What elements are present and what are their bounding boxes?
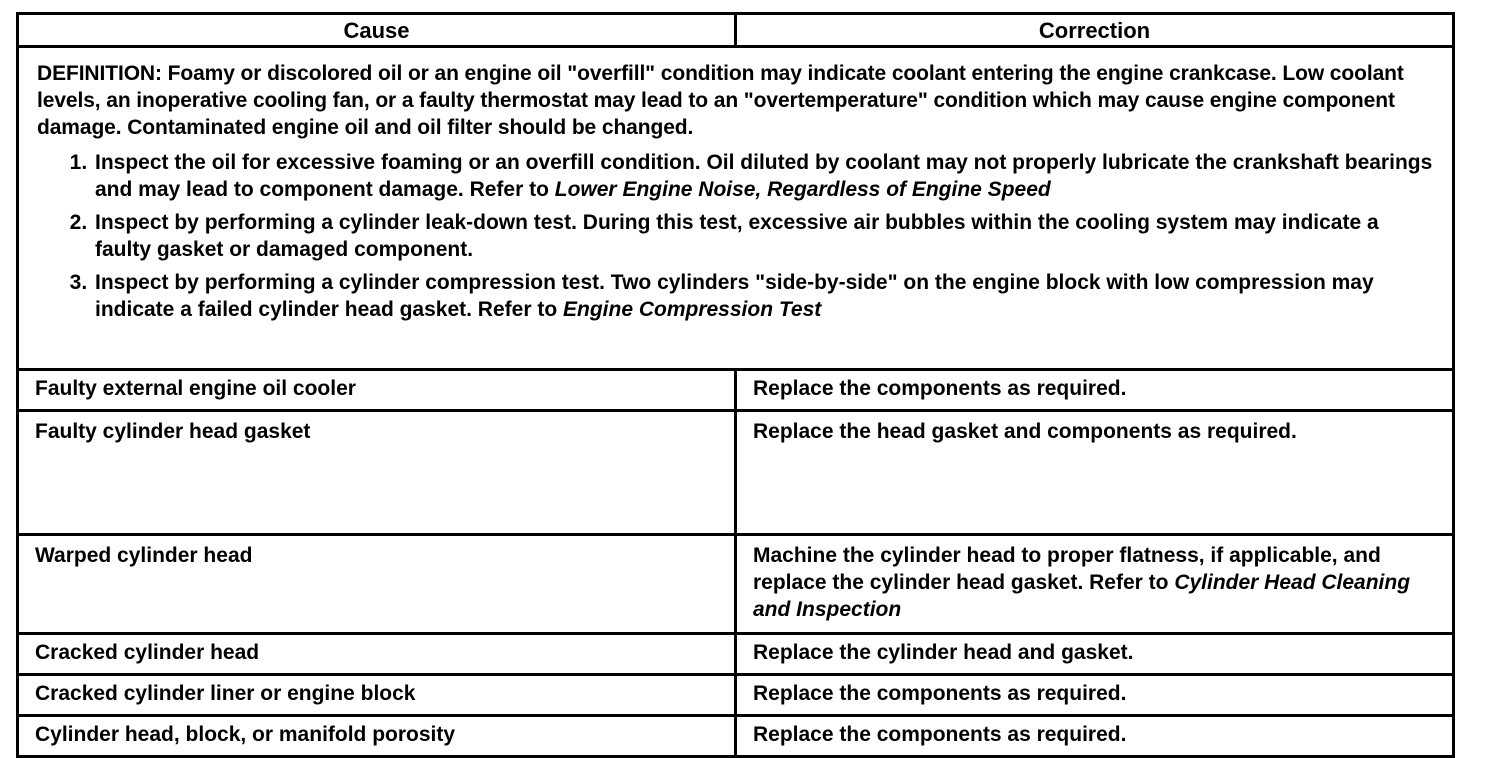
correction-cell: Replace the head gasket and components as required.: [736, 411, 1454, 535]
definition-label: DEFINITION:: [37, 62, 162, 85]
table-row: [18, 634, 1454, 675]
correction-cell: [736, 535, 1454, 634]
correction-cell: Replace the components as required.: [736, 675, 1454, 716]
header-row: [18, 14, 1454, 47]
table-row: [18, 411, 1454, 535]
diagnostic-table: [16, 12, 1455, 758]
correction-cell: Replace the components as required.: [736, 370, 1454, 411]
cause-cell: Faulty external engine oil cooler: [18, 370, 736, 411]
step-reference-link[interactable]: Engine Compression Test: [563, 298, 822, 321]
table-row: [18, 716, 1454, 757]
table-row: [18, 675, 1454, 716]
step-item: [93, 209, 1434, 263]
step-item: [93, 269, 1434, 323]
header-cause: Cause: [18, 14, 736, 47]
cause-cell: Cylinder head, block, or manifold porosity: [18, 716, 736, 757]
step-text: Inspect by performing a cylinder leak-down test. During this test, excessive air bubbles within the cooling system may indicate a faulty gasket or damaged component.: [95, 211, 1379, 261]
correction-reference-link[interactable]: Cylinder Head Cleaning and Inspection: [753, 571, 1411, 621]
cause-cell: Faulty cylinder head gasket: [18, 411, 736, 535]
definition-paragraph: [37, 60, 1434, 141]
correction-cell: Replace the components as required.: [736, 716, 1454, 757]
step-text: Inspect by performing a cylinder compression test. Two cylinders "side-by-side" on the engine block with low compression may indicate a failed cylinder head gasket. Refer to: [95, 271, 1374, 321]
cause-cell: Warped cylinder head: [18, 535, 736, 634]
step-item: [93, 149, 1434, 203]
definition-row: [18, 47, 1454, 370]
step-reference-link[interactable]: Lower Engine Noise, Regardless of Engine Speed: [554, 178, 1051, 201]
correction-text: Machine the cylinder head to proper flatness, if applicable, and replace the cylinder head gasket. Refer to: [753, 544, 1381, 594]
header-correction: Correction: [736, 14, 1454, 47]
diagnostic-table-container: [16, 12, 1452, 758]
correction-cell: Replace the cylinder head and gasket.: [736, 634, 1454, 675]
inspection-steps: [37, 149, 1434, 323]
cause-cell: Cracked cylinder head: [18, 634, 736, 675]
cause-cell: Cracked cylinder liner or engine block: [18, 675, 736, 716]
step-text: Inspect the oil for excessive foaming or an overfill condition. Oil diluted by coolant may not properly lubricate the crankshaft bearings and may lead to component damage. Refer to: [95, 151, 1433, 201]
table-row: [18, 535, 1454, 634]
definition-text: Foamy or discolored oil or an engine oil "overfill" condition may indicate coolant entering the engine crankcase. Low coolant levels, an inoperative cooling fan, or a faulty thermostat may lead to an "overtemperature" condition which may cause engine component damage. Contaminated engine oil and oil filter should be changed.: [37, 62, 1404, 139]
table-row: [18, 370, 1454, 411]
definition-cell: [18, 47, 1454, 370]
